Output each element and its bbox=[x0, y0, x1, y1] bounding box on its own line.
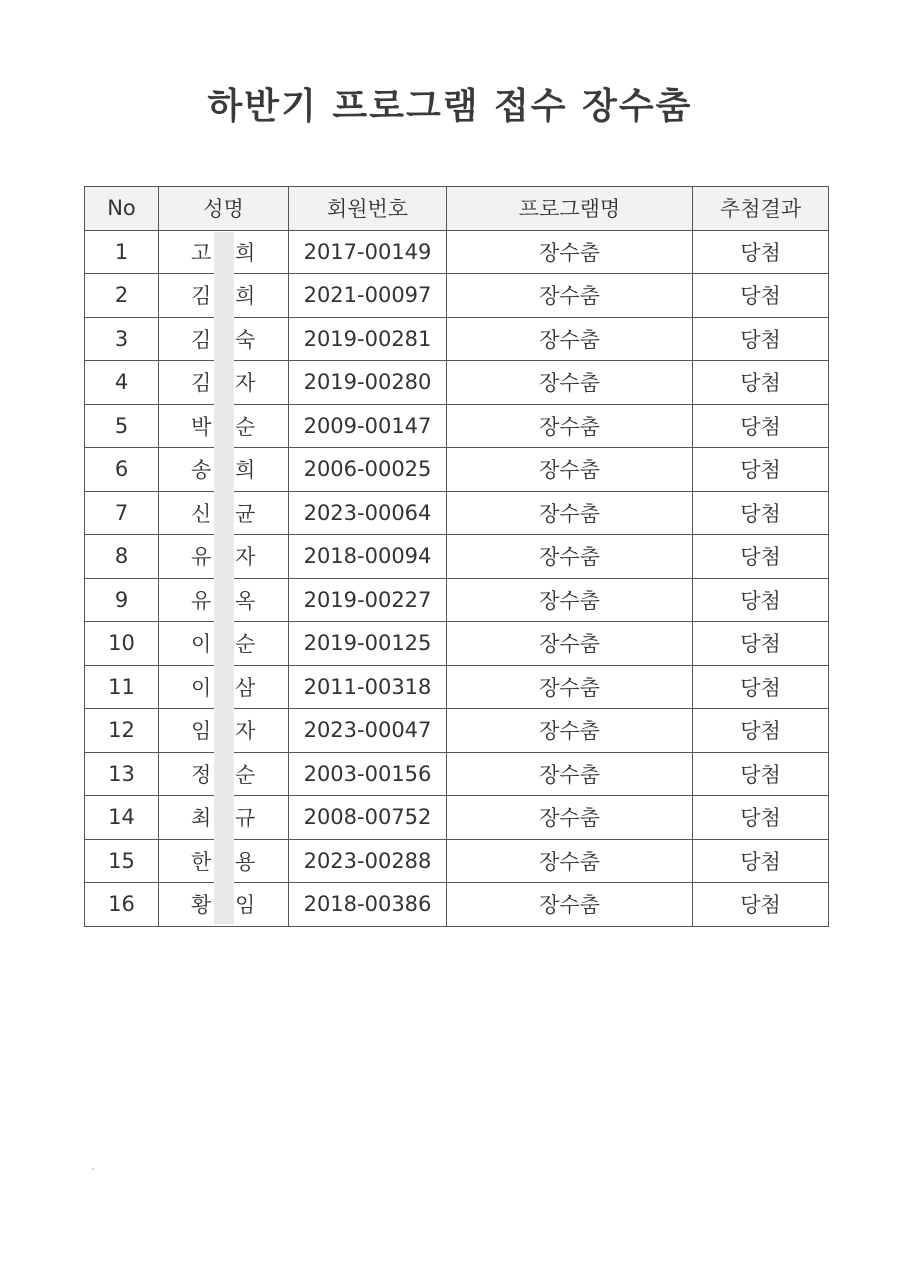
table-body bbox=[85, 230, 829, 926]
header-no: No bbox=[85, 187, 159, 231]
member-number-cell: 2006-00025 bbox=[289, 448, 447, 492]
program-name-cell: 장수춤 bbox=[447, 622, 693, 666]
name-surname: 유 bbox=[191, 545, 212, 570]
name-surname: 최 bbox=[191, 806, 212, 831]
name-redaction-mark bbox=[214, 232, 234, 924]
table-row bbox=[85, 491, 829, 535]
name-given-last-char: 삼 bbox=[235, 675, 256, 700]
row-number-cell: 1 bbox=[85, 230, 159, 274]
member-number-cell: 2019-00280 bbox=[289, 361, 447, 405]
name-given-last-char: 숙 bbox=[235, 327, 256, 352]
name-given-last-char: 균 bbox=[235, 501, 256, 526]
member-number-cell: 2023-00047 bbox=[289, 709, 447, 753]
member-number-cell: 2023-00288 bbox=[289, 839, 447, 883]
program-name-cell: 장수춤 bbox=[447, 448, 693, 492]
program-name-cell: 장수춤 bbox=[447, 752, 693, 796]
name-surname: 이 bbox=[191, 675, 212, 700]
name-surname: 황 bbox=[191, 893, 212, 918]
lottery-result-table bbox=[84, 186, 829, 927]
member-number-cell: 2019-00281 bbox=[289, 317, 447, 361]
row-number-cell: 3 bbox=[85, 317, 159, 361]
table-row bbox=[85, 622, 829, 666]
member-number-cell: 2018-00386 bbox=[289, 883, 447, 927]
table-row bbox=[85, 317, 829, 361]
table-row bbox=[85, 535, 829, 579]
table-row bbox=[85, 752, 829, 796]
table-row bbox=[85, 665, 829, 709]
name-surname: 고 bbox=[191, 240, 212, 265]
program-name-cell: 장수춤 bbox=[447, 404, 693, 448]
member-number-cell: 2021-00097 bbox=[289, 274, 447, 318]
row-number-cell: 13 bbox=[85, 752, 159, 796]
name-surname: 김 bbox=[191, 371, 212, 396]
row-number-cell: 8 bbox=[85, 535, 159, 579]
row-number-cell: 16 bbox=[85, 883, 159, 927]
name-given-last-char: 순 bbox=[235, 762, 256, 787]
row-number-cell: 12 bbox=[85, 709, 159, 753]
name-given-last-char: 자 bbox=[235, 371, 256, 396]
name-given-last-char: 희 bbox=[235, 240, 256, 265]
row-number-cell: 4 bbox=[85, 361, 159, 405]
member-number-cell: 2019-00227 bbox=[289, 578, 447, 622]
program-name-cell: 장수춤 bbox=[447, 535, 693, 579]
header-lottery-result: 추첨결과 bbox=[693, 187, 829, 231]
name-surname: 정 bbox=[191, 762, 212, 787]
table-row bbox=[85, 361, 829, 405]
name-given-last-char: 순 bbox=[235, 414, 256, 439]
name-surname: 박 bbox=[191, 414, 212, 439]
row-number-cell: 6 bbox=[85, 448, 159, 492]
lottery-result-cell: 당첨 bbox=[693, 796, 829, 840]
program-name-cell: 장수춤 bbox=[447, 491, 693, 535]
name-given-last-char: 자 bbox=[235, 545, 256, 570]
member-number-cell: 2009-00147 bbox=[289, 404, 447, 448]
row-number-cell: 7 bbox=[85, 491, 159, 535]
table-row bbox=[85, 796, 829, 840]
name-given-last-char: 옥 bbox=[235, 588, 256, 613]
name-given-last-char: 순 bbox=[235, 632, 256, 657]
name-given-last-char: 규 bbox=[235, 806, 256, 831]
program-name-cell: 장수춤 bbox=[447, 883, 693, 927]
name-surname: 송 bbox=[191, 458, 212, 483]
scan-speck bbox=[92, 1168, 94, 1170]
member-number-cell: 2023-00064 bbox=[289, 491, 447, 535]
page-title: 하반기 프로그램 접수 장수춤 bbox=[207, 86, 693, 127]
row-number-cell: 9 bbox=[85, 578, 159, 622]
lottery-result-cell: 당첨 bbox=[693, 578, 829, 622]
name-surname: 한 bbox=[191, 849, 212, 874]
program-name-cell: 장수춤 bbox=[447, 274, 693, 318]
row-number-cell: 2 bbox=[85, 274, 159, 318]
row-number-cell: 10 bbox=[85, 622, 159, 666]
row-number-cell: 11 bbox=[85, 665, 159, 709]
table-row bbox=[85, 448, 829, 492]
program-name-cell: 장수춤 bbox=[447, 796, 693, 840]
name-surname: 김 bbox=[191, 284, 212, 309]
lottery-result-cell: 당첨 bbox=[693, 709, 829, 753]
table-header-row bbox=[85, 187, 829, 231]
name-surname: 이 bbox=[191, 632, 212, 657]
name-surname: 유 bbox=[191, 588, 212, 613]
row-number-cell: 5 bbox=[85, 404, 159, 448]
lottery-result-cell: 당첨 bbox=[693, 752, 829, 796]
lottery-result-cell: 당첨 bbox=[693, 491, 829, 535]
program-name-cell: 장수춤 bbox=[447, 317, 693, 361]
lottery-result-cell: 당첨 bbox=[693, 448, 829, 492]
program-name-cell: 장수춤 bbox=[447, 230, 693, 274]
lottery-result-cell: 당첨 bbox=[693, 883, 829, 927]
member-number-cell: 2003-00156 bbox=[289, 752, 447, 796]
program-name-cell: 장수춤 bbox=[447, 361, 693, 405]
name-surname: 신 bbox=[191, 501, 212, 526]
row-number-cell: 15 bbox=[85, 839, 159, 883]
lottery-result-cell: 당첨 bbox=[693, 230, 829, 274]
name-given-last-char: 자 bbox=[235, 719, 256, 744]
name-surname: 임 bbox=[191, 719, 212, 744]
lottery-result-cell: 당첨 bbox=[693, 535, 829, 579]
program-name-cell: 장수춤 bbox=[447, 839, 693, 883]
lottery-result-cell: 당첨 bbox=[693, 274, 829, 318]
name-given-last-char: 희 bbox=[235, 284, 256, 309]
lottery-result-cell: 당첨 bbox=[693, 404, 829, 448]
table-row bbox=[85, 404, 829, 448]
header-program-name: 프로그램명 bbox=[447, 187, 693, 231]
name-given-last-char: 임 bbox=[235, 893, 256, 918]
table-row bbox=[85, 274, 829, 318]
table-row bbox=[85, 709, 829, 753]
table-row bbox=[85, 839, 829, 883]
name-given-last-char: 희 bbox=[235, 458, 256, 483]
lottery-result-cell: 당첨 bbox=[693, 665, 829, 709]
lottery-result-cell: 당첨 bbox=[693, 361, 829, 405]
table-row bbox=[85, 578, 829, 622]
table-row bbox=[85, 883, 829, 927]
member-number-cell: 2008-00752 bbox=[289, 796, 447, 840]
member-number-cell: 2019-00125 bbox=[289, 622, 447, 666]
header-name: 성명 bbox=[159, 187, 289, 231]
member-number-cell: 2011-00318 bbox=[289, 665, 447, 709]
row-number-cell: 14 bbox=[85, 796, 159, 840]
program-name-cell: 장수춤 bbox=[447, 665, 693, 709]
program-name-cell: 장수춤 bbox=[447, 709, 693, 753]
header-member-number: 회원번호 bbox=[289, 187, 447, 231]
table-row bbox=[85, 230, 829, 274]
lottery-result-cell: 당첨 bbox=[693, 317, 829, 361]
member-number-cell: 2017-00149 bbox=[289, 230, 447, 274]
name-surname: 김 bbox=[191, 327, 212, 352]
program-name-cell: 장수춤 bbox=[447, 578, 693, 622]
name-given-last-char: 용 bbox=[235, 849, 256, 874]
member-number-cell: 2018-00094 bbox=[289, 535, 447, 579]
lottery-result-cell: 당첨 bbox=[693, 839, 829, 883]
lottery-result-cell: 당첨 bbox=[693, 622, 829, 666]
